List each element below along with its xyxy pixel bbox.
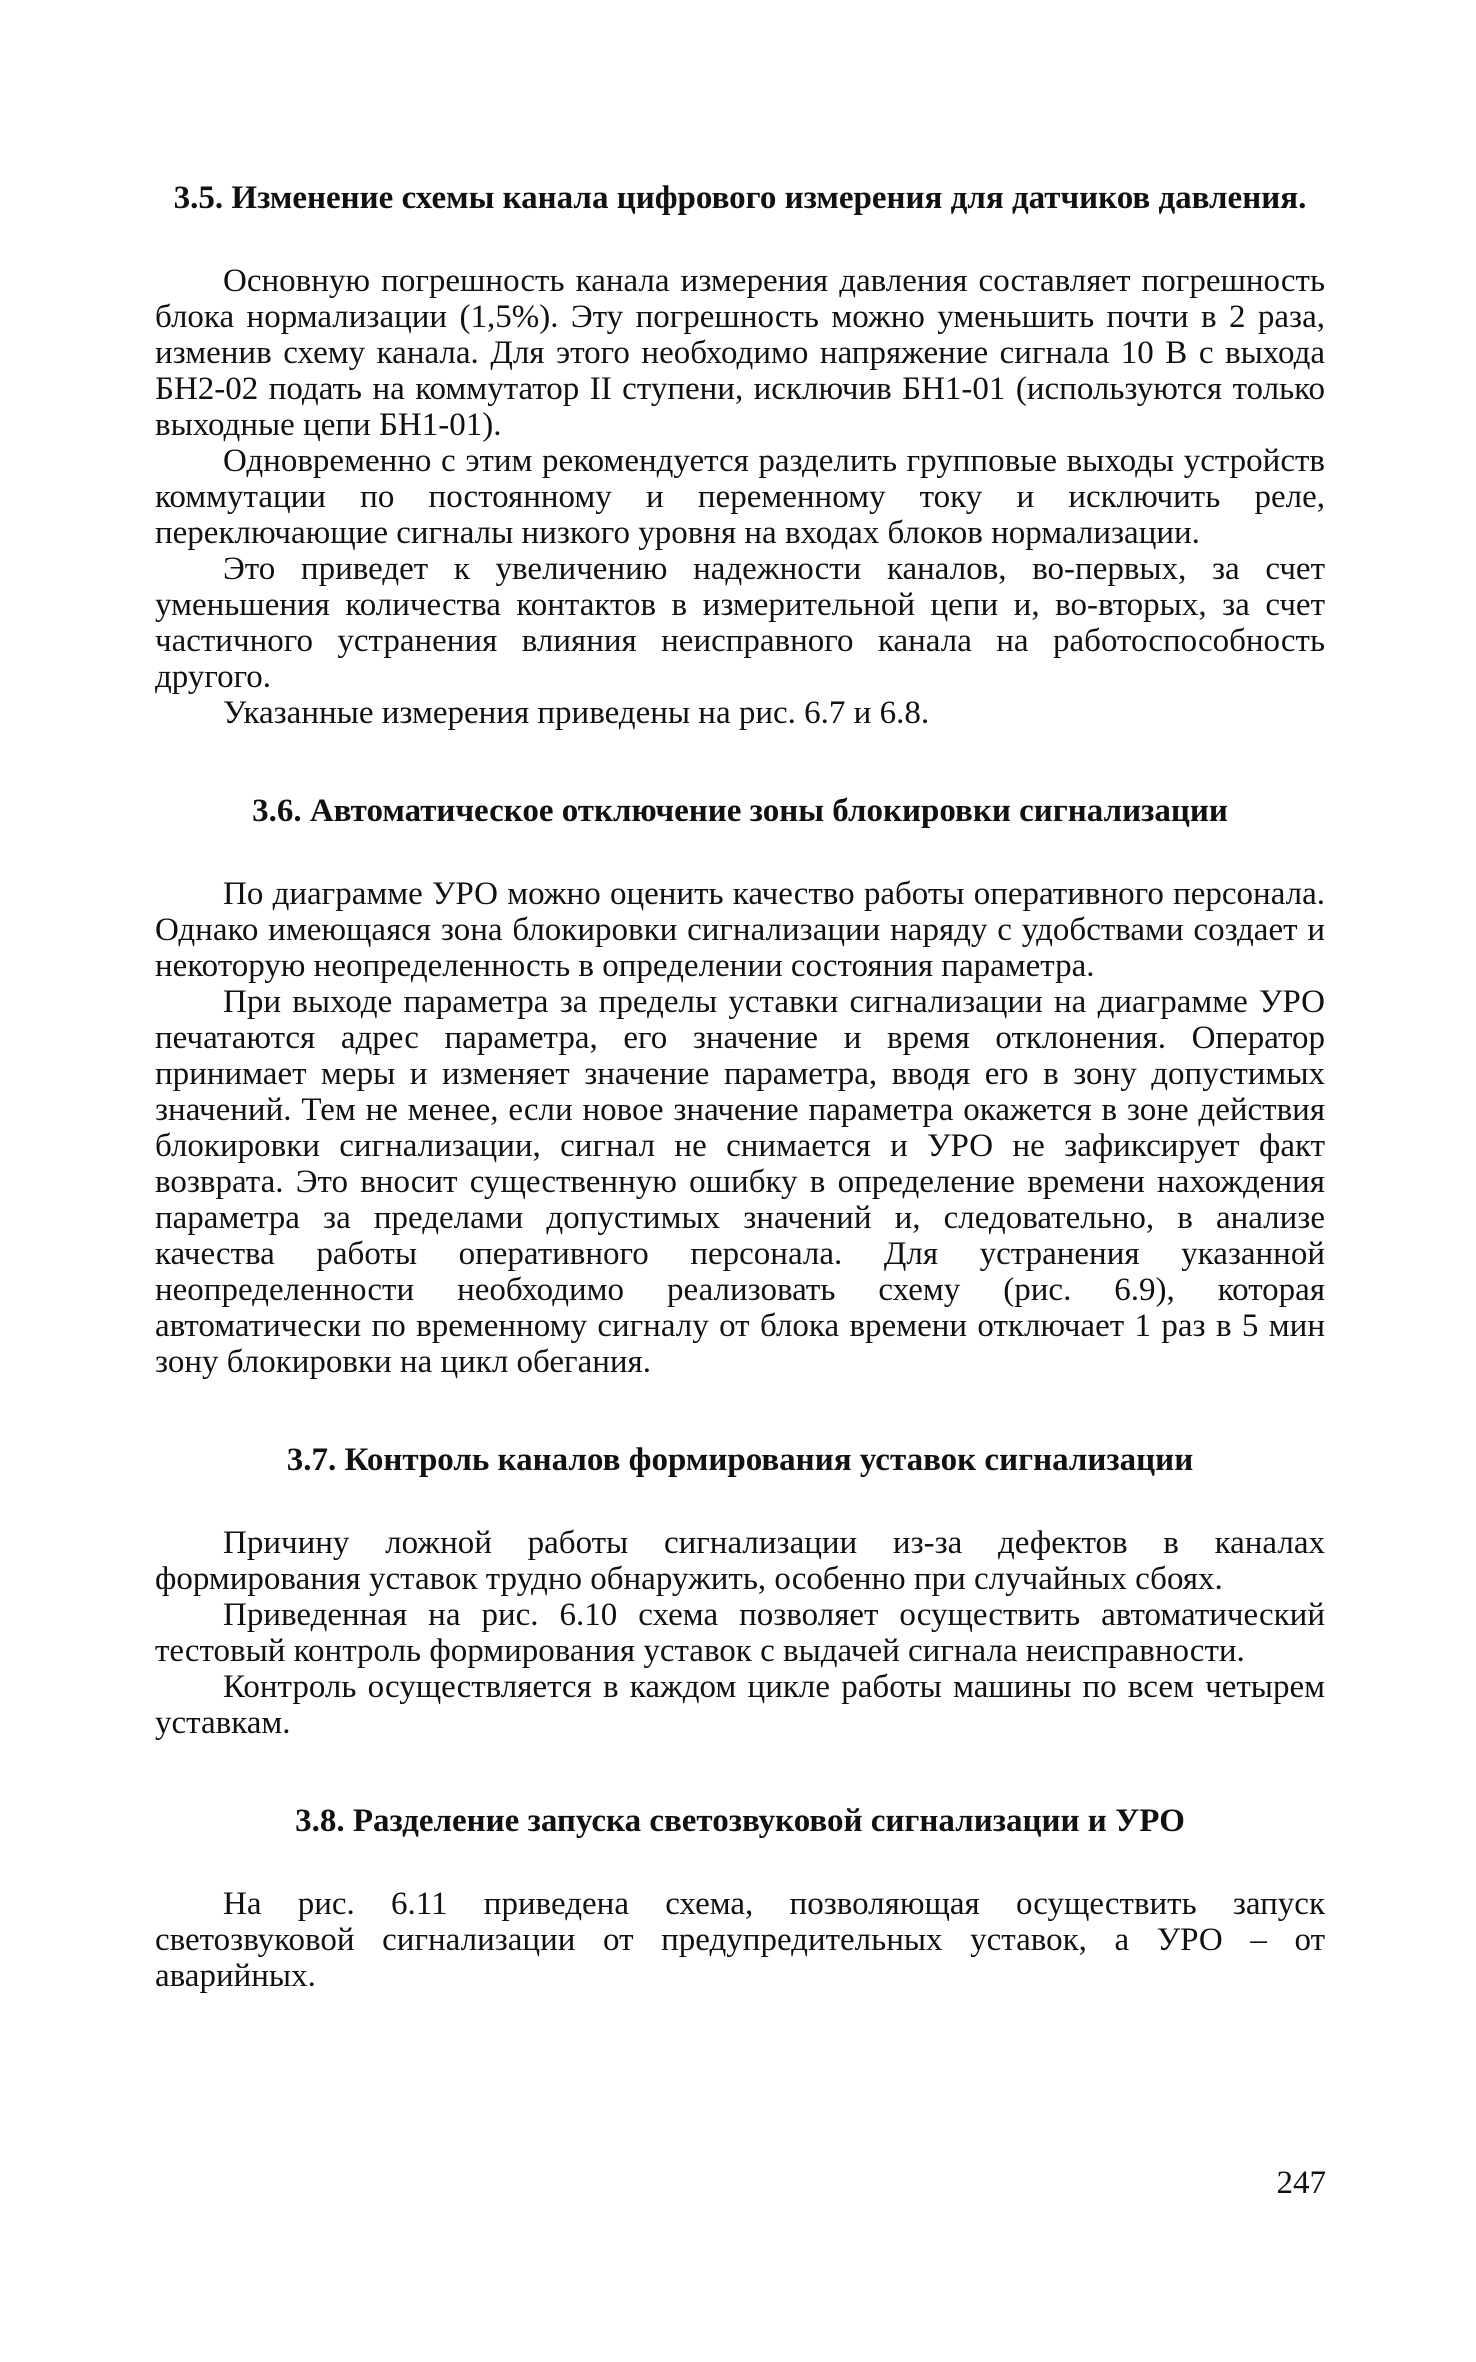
section-title-3-6: 3.6. Автоматическое отключение зоны блокировки сигнализации (252, 793, 1228, 829)
paragraph: Одновременно с этим рекомендуется разделить групповые выходы устройств коммутации по постоянному и переменному току и исключить реле, переключающие сигналы низкого уровня на входах блоков нормализации. (155, 443, 1325, 551)
paragraph: При выходе параметра за пределы уставки сигнализации на диаграмме УРО печатаются адрес параметра, его значение и время отклонения. Оператор принимает меры и изменяет значение параметра, вводя его в зону допустимых значений. Тем не менее, если новое значение параметра окажется в зоне действия блокировки сигнализации, сигнал не снимается и УРО не зафиксирует факт возврата. Это вносит существенную ошибку в определение времени нахождения параметра за пределами допустимых значений и, следовательно, в анализе качества работы оперативного персонала. Для устранения указанной неопределенности необходимо реализовать схему (рис. 6.9), которая автоматически по временному сигналу от блока времени отключает 1 раз в 5 мин зону блокировки на цикл обегания. (155, 984, 1325, 1380)
section-title-3-5: 3.5. Изменение схемы канала цифрового измерения для датчиков давления. (173, 180, 1307, 216)
paragraph: Основную погрешность канала измерения давления составляет погрешность блока нормализации (1,5%). Эту погрешность можно уменьшить почти в 2 раза, изменив схему канала. Для этого необходимо напряжение сигнала 10 В с выхода БН2-02 подать на коммутатор II ступени, исключив БН1-01 (используются только выходные цепи БН1-01). (155, 263, 1325, 443)
section-title-3-7: 3.7. Контроль каналов формирования уставок сигнализации (286, 1442, 1194, 1478)
section-title-3-8: 3.8. Разделение запуска светозвуковой сигнализации и УРО (295, 1803, 1185, 1839)
page-body (155, 180, 1325, 1994)
paragraph: Приведенная на рис. 6.10 схема позволяет осуществить автоматический тестовый контроль формирования уставок с выдачей сигнала неисправности. (155, 1597, 1325, 1669)
paragraph: Указанные измерения приведены на рис. 6.7 и 6.8. (223, 695, 930, 731)
paragraph: Причину ложной работы сигнализации из-за дефектов в каналах формирования уставок трудно обнаружить, особенно при случайных сбоях. (155, 1525, 1325, 1597)
page-number: 247 (1276, 2165, 1326, 2201)
paragraph: На рис. 6.11 приведена схема, позволяющая осуществить запуск светозвуковой сигнализации от предупредительных уставок, а УРО – от аварийных. (155, 1886, 1325, 1994)
paragraph: Это приведет к увеличению надежности каналов, во-первых, за счет уменьшения количества контактов в измерительной цепи и, во-вторых, за счет частичного устранения влияния неисправного канала на работоспособность другого. (155, 551, 1325, 695)
paragraph: Контроль осуществляется в каждом цикле работы машины по всем четырем уставкам. (155, 1669, 1325, 1741)
paragraph: По диаграмме УРО можно оценить качество работы оперативного персонала. Однако имеющаяся зона блокировки сигнализации наряду с удобствами создает и некоторую неопределенность в определении состояния параметра. (155, 876, 1325, 984)
